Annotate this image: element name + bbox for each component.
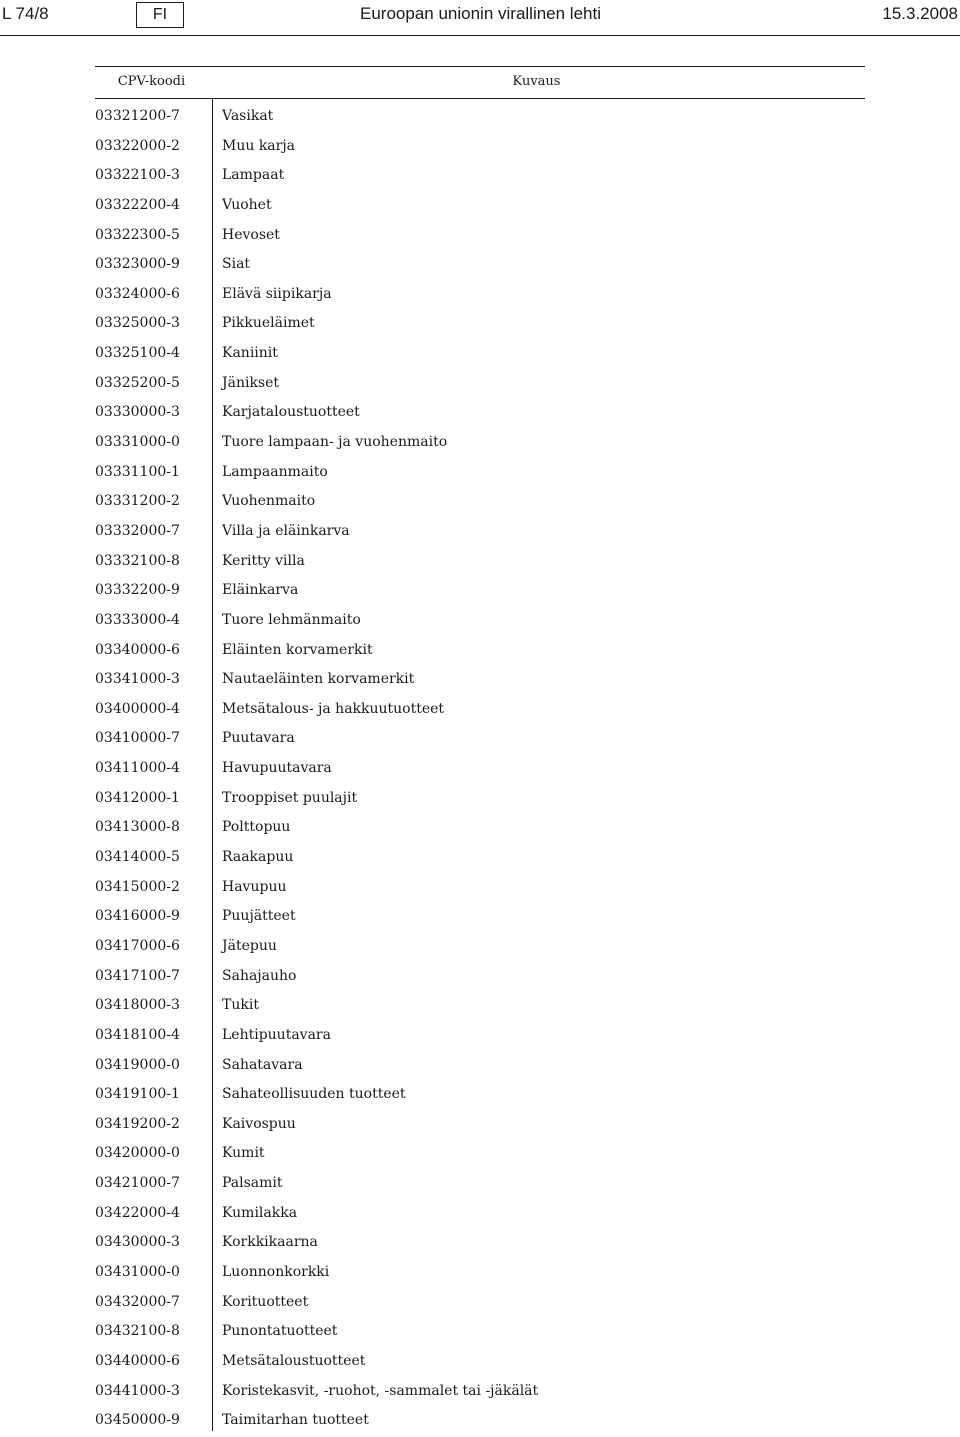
cpv-description: Siat — [222, 256, 251, 273]
table-row — [0, 1348, 960, 1378]
cpv-description: Tuore lampaan- ja vuohenmaito — [222, 434, 448, 451]
cpv-description: Jätepuu — [222, 937, 277, 954]
table-row — [0, 844, 960, 874]
cpv-code: 03419100-1 — [95, 1086, 180, 1103]
cpv-description: Hevoset — [222, 226, 280, 243]
cpv-description: Luonnonkorkki — [222, 1263, 330, 1280]
cpv-code: 03324000-6 — [95, 285, 180, 302]
cpv-description: Lehtipuutavara — [222, 1026, 331, 1043]
table-row — [0, 1407, 960, 1437]
table-row — [0, 222, 960, 252]
cpv-description: Kaniinit — [222, 345, 278, 362]
cpv-code: 03333000-4 — [95, 611, 180, 628]
cpv-code: 03412000-1 — [95, 789, 180, 806]
cpv-description: Villa ja eläinkarva — [222, 522, 350, 539]
cpv-code: 03331100-1 — [95, 463, 180, 480]
cpv-code: 03341000-3 — [95, 671, 180, 688]
cpv-description: Elävä siipikarja — [222, 285, 332, 302]
cpv-code: 03416000-9 — [95, 908, 180, 925]
cpv-code: 03322100-3 — [95, 167, 180, 184]
table-row — [0, 370, 960, 400]
cpv-code: 03410000-7 — [95, 730, 180, 747]
cpv-description: Tuore lehmänmaito — [222, 611, 361, 628]
page-number: L 74/8 — [2, 4, 49, 23]
cpv-description: Puujätteet — [222, 908, 296, 925]
cpv-description: Jänikset — [222, 374, 280, 391]
journal-title: Euroopan unionin virallinen lehti — [360, 4, 601, 23]
table-row — [0, 1022, 960, 1052]
table-row — [0, 162, 960, 192]
cpv-code: 03323000-9 — [95, 256, 180, 273]
cpv-code: 03432000-7 — [95, 1293, 180, 1310]
table-row — [0, 666, 960, 696]
table-row — [0, 1318, 960, 1348]
cpv-description: Vuohet — [222, 196, 272, 213]
cpv-code: 03440000-6 — [95, 1352, 180, 1369]
cpv-code: 03413000-8 — [95, 819, 180, 836]
cpv-code: 03332100-8 — [95, 552, 180, 569]
cpv-description: Sahatavara — [222, 1056, 303, 1073]
table-row — [0, 785, 960, 815]
cpv-description: Koristekasvit, -ruohot, -sammalet tai -jäkälät — [222, 1382, 539, 1399]
cpv-description: Metsätalous- ja hakkuutuotteet — [222, 700, 445, 717]
cpv-code: 03441000-3 — [95, 1382, 180, 1399]
cpv-description: Metsätaloustuotteet — [222, 1352, 366, 1369]
table-header — [95, 66, 865, 99]
publication-date: 15.3.2008 — [882, 4, 958, 23]
table-row — [0, 1200, 960, 1230]
cpv-code: 03321200-7 — [95, 108, 180, 124]
cpv-code: 03322000-2 — [95, 137, 180, 154]
table-row — [0, 696, 960, 726]
cpv-description: Havupuu — [222, 878, 287, 895]
cpv-description: Eläinten korvamerkit — [222, 641, 373, 658]
table-row — [0, 933, 960, 963]
cpv-code: 03414000-5 — [95, 849, 180, 866]
cpv-description: Nautaeläinten korvamerkit — [222, 671, 415, 688]
table-row — [0, 814, 960, 844]
table-row — [0, 725, 960, 755]
table-row — [0, 1170, 960, 1200]
cpv-code: 03419200-2 — [95, 1115, 180, 1132]
cpv-code: 03420000-0 — [95, 1145, 180, 1162]
cpv-description: Tukit — [222, 997, 259, 1014]
table-row — [0, 1111, 960, 1141]
table-row — [0, 399, 960, 429]
cpv-description: Sahateollisuuden tuotteet — [222, 1086, 406, 1103]
cpv-code: 03450000-9 — [95, 1412, 180, 1429]
cpv-code: 03331000-0 — [95, 434, 180, 451]
table-row — [0, 459, 960, 489]
table-row — [0, 903, 960, 933]
cpv-code: 03431000-0 — [95, 1263, 180, 1280]
cpv-code: 03331200-2 — [95, 493, 180, 510]
language-badge: FI — [136, 2, 184, 28]
cpv-code: 03400000-4 — [95, 700, 180, 717]
cpv-code: 03332000-7 — [95, 522, 180, 539]
table-row — [0, 755, 960, 785]
cpv-code: 03330000-3 — [95, 404, 180, 421]
column-header-code: CPV-koodi — [117, 74, 186, 89]
cpv-description: Punontatuotteet — [222, 1323, 338, 1340]
table-row — [0, 310, 960, 340]
cpv-description: Kumilakka — [222, 1204, 298, 1221]
cpv-description: Lampaanmaito — [222, 463, 328, 480]
cpv-description: Puutavara — [222, 730, 295, 747]
column-header-description: Kuvaus — [512, 74, 561, 89]
cpv-description: Kumit — [222, 1145, 265, 1162]
table-row — [0, 548, 960, 578]
table-row — [0, 874, 960, 904]
cpv-description: Polttopuu — [222, 819, 291, 836]
cpv-code: 03418100-4 — [95, 1026, 180, 1043]
cpv-description: Kaivospuu — [222, 1115, 296, 1132]
cpv-description: Raakapuu — [222, 849, 294, 866]
cpv-description: Eläinkarva — [222, 582, 299, 599]
cpv-description: Lampaat — [222, 167, 285, 184]
cpv-description: Karjataloustuotteet — [222, 404, 360, 421]
cpv-description: Vuohenmaito — [222, 493, 316, 510]
cpv-code: 03325000-3 — [95, 315, 180, 332]
cpv-code: 03325200-5 — [95, 374, 180, 391]
cpv-code: 03432100-8 — [95, 1323, 180, 1340]
cpv-code: 03417100-7 — [95, 967, 180, 984]
cpv-code: 03417000-6 — [95, 937, 180, 954]
cpv-description: Keritty villa — [222, 552, 305, 569]
table-row — [0, 992, 960, 1022]
cpv-code: 03421000-7 — [95, 1175, 180, 1192]
cpv-description: Havupuutavara — [222, 760, 332, 777]
cpv-code: 03415000-2 — [95, 878, 180, 895]
table-row — [0, 192, 960, 222]
table-row — [0, 637, 960, 667]
cpv-description: Korituotteet — [222, 1293, 309, 1310]
cpv-description: Vasikat — [222, 108, 274, 124]
cpv-code: 03411000-4 — [95, 760, 180, 777]
cpv-description: Sahajauho — [222, 967, 297, 984]
cpv-description: Taimitarhan tuotteet — [222, 1412, 369, 1429]
cpv-code: 03418000-3 — [95, 997, 180, 1014]
cpv-description: Korkkikaarna — [222, 1234, 318, 1251]
table-row — [0, 251, 960, 281]
table-row — [0, 1259, 960, 1289]
table-row — [0, 1140, 960, 1170]
table-row — [0, 1229, 960, 1259]
cpv-code: 03419000-0 — [95, 1056, 180, 1073]
cpv-code: 03340000-6 — [95, 641, 180, 658]
cpv-code: 03332200-9 — [95, 582, 180, 599]
table-row — [0, 1378, 960, 1408]
table-row — [0, 607, 960, 637]
cpv-code: 03322300-5 — [95, 226, 180, 243]
table-row — [0, 133, 960, 163]
table-row — [0, 1289, 960, 1319]
cpv-code: 03325100-4 — [95, 345, 180, 362]
table-row — [0, 1081, 960, 1111]
table-row — [0, 429, 960, 459]
table-row — [0, 340, 960, 370]
table-row — [0, 488, 960, 518]
cpv-code: 03430000-3 — [95, 1234, 180, 1251]
page-header — [0, 0, 960, 38]
cpv-description: Palsamit — [222, 1175, 283, 1192]
cpv-description: Pikkueläimet — [222, 315, 315, 332]
table-row — [0, 577, 960, 607]
table-row — [0, 1052, 960, 1082]
cpv-code: 03322200-4 — [95, 196, 180, 213]
table-row — [0, 281, 960, 311]
header-rule — [0, 35, 960, 36]
cpv-code: 03422000-4 — [95, 1204, 180, 1221]
cpv-description: Muu karja — [222, 137, 296, 154]
table-row — [0, 963, 960, 993]
cpv-description: Trooppiset puulajit — [222, 789, 358, 806]
table-body — [0, 103, 960, 1437]
table-row — [0, 518, 960, 548]
table-row — [0, 103, 960, 133]
